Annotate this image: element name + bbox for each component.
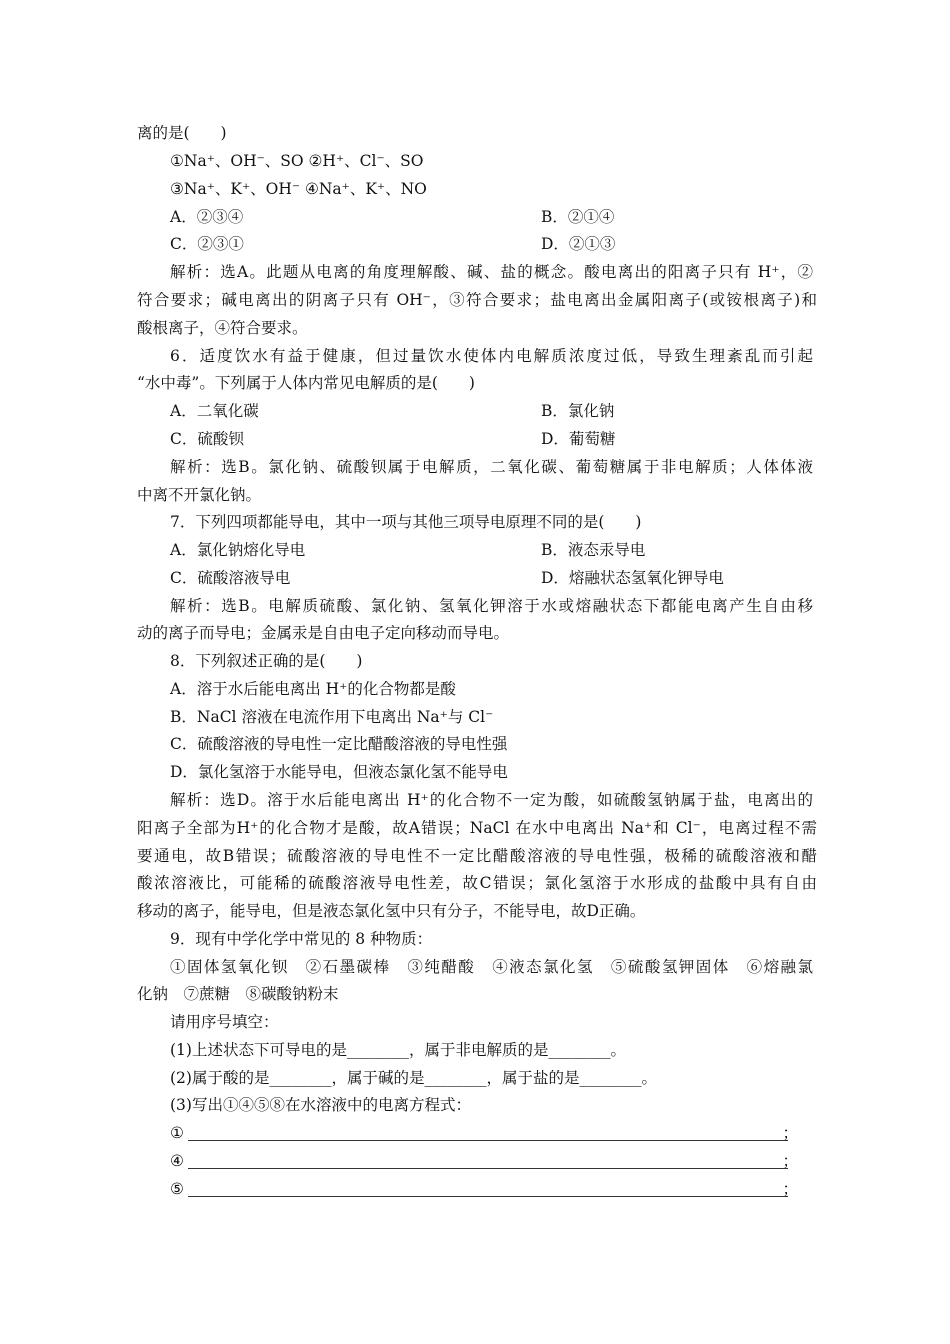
q6-option-c: C．硫酸钡 [170,430,244,448]
q8-analysis-line: 阳离子全部为H⁺的化合物才是酸，故A错误；NaCl 在水中电离出 Na⁺和 Cl⁻，电离过程不需 [137,819,817,837]
q9-items-line: 化钠 ⑦蔗糖 ⑧碳酸钠粉末 [137,985,339,1003]
q9-sub-question-2: (2)属于酸的是________，属于碱的是________，属于盐的是________。 [170,1069,657,1087]
q9-items-line: ①固体氢氧化钡 ②石墨碳棒 ③纯醋酸 ④液态氯化氢 ⑤硫酸氢钾固体 ⑥熔融氯 [170,958,813,976]
answer-blank-end: ； [782,1152,798,1170]
q5-groups-line-1: ①Na⁺、OH⁻、SO ②H⁺、Cl⁻、SO [170,152,424,170]
q7-option-b: B．液态汞导电 [541,541,646,559]
q6-stem-line: “水中毒”。下列属于人体内常见电解质的是( ) [137,374,475,392]
q8-option-a: A．溶于水后能电离出 H⁺的化合物都是酸 [170,680,456,698]
q5-analysis-line: 符合要求；碱电离出的阴离子只有 OH⁻，③符合要求；盐电离出金属阳离子(或铵根离子)和 [137,291,817,309]
answer-blank-row [170,1123,798,1145]
q7-analysis-line: 动的离子而导电；金属汞是自由电子定向移动而导电。 [137,624,510,642]
q9-stem: 9．现有中学化学中常见的 8 种物质： [170,930,433,948]
q8-analysis-line: 要通电，故B错误；硫酸溶液的导电性不一定比醋酸溶液的导电性强，极稀的硫酸溶液和醋 [137,847,817,865]
q8-analysis-line: 酸浓溶液比，可能稀的硫酸溶液导电性差，故C错误；氯化氢溶于水形成的盐酸中具有自由 [137,874,817,892]
q5-analysis-line: 酸根离子，④符合要求。 [137,319,308,337]
q5-analysis-line: 解析：选A。此题从电离的角度理解酸、碱、盐的概念。酸电离出的阳离子只有 H⁺，② [170,263,813,281]
q8-option-c: C．硫酸溶液的导电性一定比醋酸溶液的导电性强 [170,735,508,753]
q5-groups-line-2: ③Na⁺、K⁺、OH⁻ ④Na⁺、K⁺、NO [170,180,427,198]
q8-analysis-line: 解析：选D。溶于水后能电离出 H⁺的化合物不一定为酸，如硫酸氢钠属于盐，电离出的 [170,791,813,809]
answer-blank-line[interactable] [188,1196,788,1197]
answer-blank-number: ① [170,1124,184,1142]
q6-stem-line: 6．适度饮水有益于健康，但过量饮水使体内电解质浓度过低，导致生理紊乱而引起 [170,347,813,365]
answer-blank-line[interactable] [188,1168,788,1169]
answer-blank-end: ； [782,1180,798,1198]
q6-option-d: D．葡萄糖 [541,430,616,448]
q7-option-d: D．熔融状态氢氧化钾导电 [541,569,724,587]
q8-option-b: B．NaCl 溶液在电流作用下电离出 Na⁺与 Cl⁻ [170,708,494,726]
answer-blank-number: ⑤ [170,1180,184,1198]
answer-blank-row [170,1179,798,1201]
q7-analysis-line: 解析：选B。电解质硫酸、氯化钠、氢氧化钾溶于水或熔融状态下都能电离产生自由移 [170,597,813,615]
q5-option-a: A．②③④ [170,208,244,226]
answer-blank-line[interactable] [188,1140,788,1141]
answer-blank-end: ； [782,1124,798,1142]
q7-option-a: A．氯化钠熔化导电 [170,541,306,559]
answer-blank-row [170,1151,798,1173]
q6-analysis-line: 中离不开氯化钠。 [137,486,262,504]
q6-option-a: A．二氧化碳 [170,402,259,420]
q9-sub-question-1: (1)上述状态下可导电的是________，属于非电解质的是________。 [170,1041,626,1059]
q5-option-c: C．②③① [170,235,244,253]
q8-analysis-line: 移动的离子，能导电，但是液态氯化氢中只有分子，不能导电，故D正确。 [137,902,646,920]
answer-blank-number: ④ [170,1152,184,1170]
q6-analysis-line: 解析：选B。氯化钠、硫酸钡属于电解质，二氧化碳、葡萄糖属于非电解质；人体体液 [170,458,813,476]
q9-instruction: 请用序号填空： [170,1013,279,1031]
q8-stem: 8．下列叙述正确的是( ) [170,652,363,670]
q5-option-d: D．②①③ [541,235,616,253]
q9-sub-question-3: (3)写出①④⑤⑧在水溶液中的电离方程式： [170,1096,471,1114]
q8-option-d: D．氯化氢溶于水能导电，但液态氯化氢不能导电 [170,763,508,781]
q5-stem-tail: 离的是( ) [137,124,227,142]
q7-option-c: C．硫酸溶液导电 [170,569,291,587]
q6-option-b: B．氯化钠 [541,402,615,420]
q5-option-b: B．②①④ [541,208,615,226]
q7-stem: 7．下列四项都能导电，其中一项与其他三项导电原理不同的是( ) [170,513,642,531]
